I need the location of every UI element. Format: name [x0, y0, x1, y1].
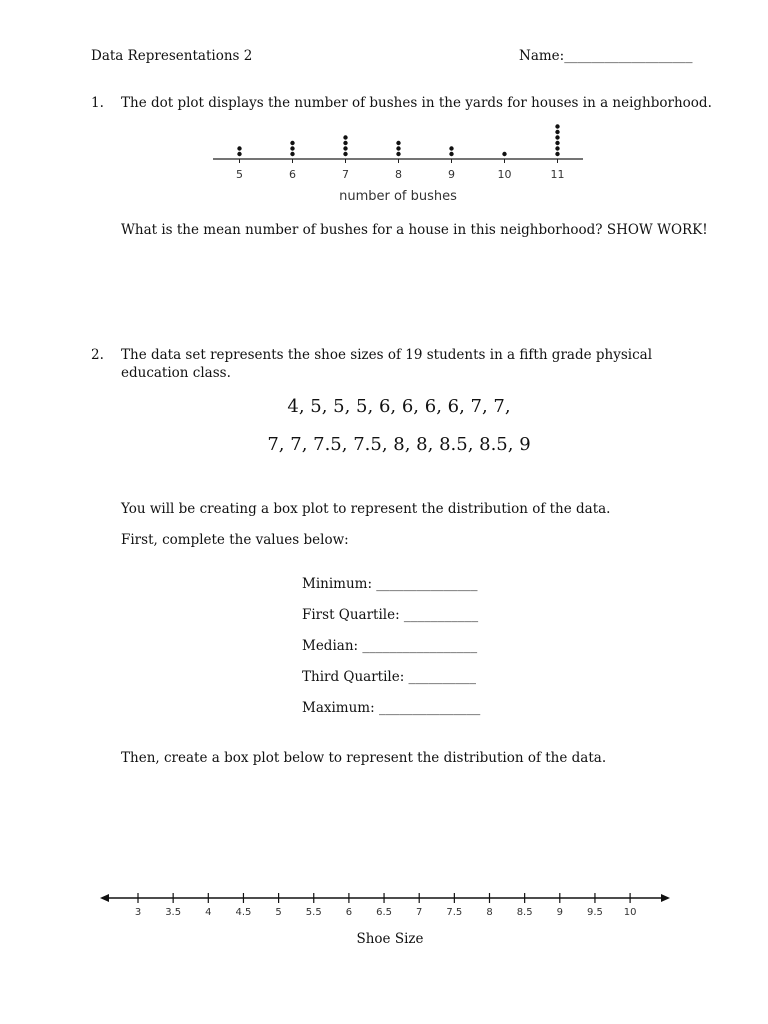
number-line-tick-label: 8 [486, 907, 493, 918]
number-line-tick-label: 5 [275, 907, 282, 918]
dot-plot-tick-label: 9 [448, 168, 455, 181]
complete-values-instruction: First, complete the values below: [121, 532, 349, 548]
number-line-tick-label: 9 [556, 907, 563, 918]
number-line-tick-label: 8.5 [516, 907, 533, 918]
dot-plot-point [290, 152, 294, 156]
dot-plot-point [555, 124, 559, 128]
number-line-tick-label: 4.5 [235, 907, 252, 918]
question-2-prompt-line-2: education class. [121, 365, 231, 381]
dot-plot-point [396, 152, 400, 156]
first-quartile-field[interactable]: First Quartile: ___________ [302, 607, 479, 623]
dot-plot-tick-label: 6 [289, 168, 296, 181]
number-line-label: Shoe Size [356, 931, 424, 947]
number-line-tick-label: 7 [416, 907, 423, 918]
dot-plot-point [555, 135, 559, 139]
dot-plot-tick-label: 8 [395, 168, 402, 181]
number-line-tick-label: 3.5 [165, 907, 182, 918]
number-line-tick-label: 9.5 [586, 907, 603, 918]
data-set-line-1: 4, 5, 5, 5, 6, 6, 6, 6, 7, 7, [287, 396, 511, 417]
third-quartile-field[interactable]: Third Quartile: __________ [302, 669, 477, 685]
number-line-tick-label: 4 [205, 907, 212, 918]
dot-plot-axis-label: number of bushes [339, 189, 457, 204]
number-line-tick-label: 7.5 [446, 907, 463, 918]
number-line-tick-label: 6.5 [376, 907, 393, 918]
dot-plot-point [555, 146, 559, 150]
right-arrow-icon [661, 894, 670, 902]
name-field[interactable]: Name:___________________ [519, 48, 693, 64]
dot-plot-point [396, 141, 400, 145]
dot-plot-point [449, 152, 453, 156]
dot-plot-point [237, 146, 241, 150]
question-2-prompt-line-1: The data set represents the shoe sizes of 19 students in a fifth grade physical [121, 347, 653, 363]
dot-plot-point [555, 141, 559, 145]
dot-plot-point [343, 141, 347, 145]
box-plot-instruction: You will be creating a box plot to represent the distribution of the data. [121, 501, 611, 517]
dot-plot-point [343, 146, 347, 150]
question-1-number: 1. [91, 95, 104, 111]
left-arrow-icon [100, 894, 109, 902]
dot-plot-point [290, 141, 294, 145]
dot-plot-point [396, 146, 400, 150]
question-1-prompt: The dot plot displays the number of bushes in the yards for houses in a neighborhood. [121, 95, 712, 111]
dot-plot-point [343, 135, 347, 139]
number-line-tick-label: 10 [623, 907, 637, 918]
dot-plot-point [237, 152, 241, 156]
question-1-question: What is the mean number of bushes for a house in this neighborhood? SHOW WORK! [121, 222, 708, 238]
dot-plot-tick-label: 11 [550, 168, 565, 181]
dot-plot-tick-label: 10 [497, 168, 512, 181]
question-2-number: 2. [91, 347, 104, 363]
minimum-field[interactable]: Minimum: _______________ [302, 576, 478, 592]
median-field[interactable]: Median: _________________ [302, 638, 478, 654]
dot-plot-point [343, 152, 347, 156]
maximum-field[interactable]: Maximum: _______________ [302, 700, 481, 716]
dot-plot-point [502, 152, 506, 156]
dot-plot-point [449, 146, 453, 150]
number-line-tick-label: 3 [134, 907, 142, 918]
dot-plot-point [555, 130, 559, 134]
number-line-tick-label: 6 [345, 907, 353, 918]
dot-plot-tick-label: 5 [236, 168, 243, 181]
create-box-plot-instruction: Then, create a box plot below to represent the distribution of the data. [121, 750, 607, 766]
worksheet-title: Data Representations 2 [91, 48, 253, 64]
shoe-size-number-line [90, 885, 680, 925]
dot-plot-point [555, 152, 559, 156]
number-line-tick-label: 5.5 [305, 907, 322, 918]
dot-plot-point [290, 146, 294, 150]
data-set-line-2: 7, 7, 7.5, 7.5, 8, 8, 8.5, 8.5, 9 [267, 434, 531, 455]
dot-plot-tick-label: 7 [342, 168, 349, 181]
dot-plot [200, 118, 600, 208]
